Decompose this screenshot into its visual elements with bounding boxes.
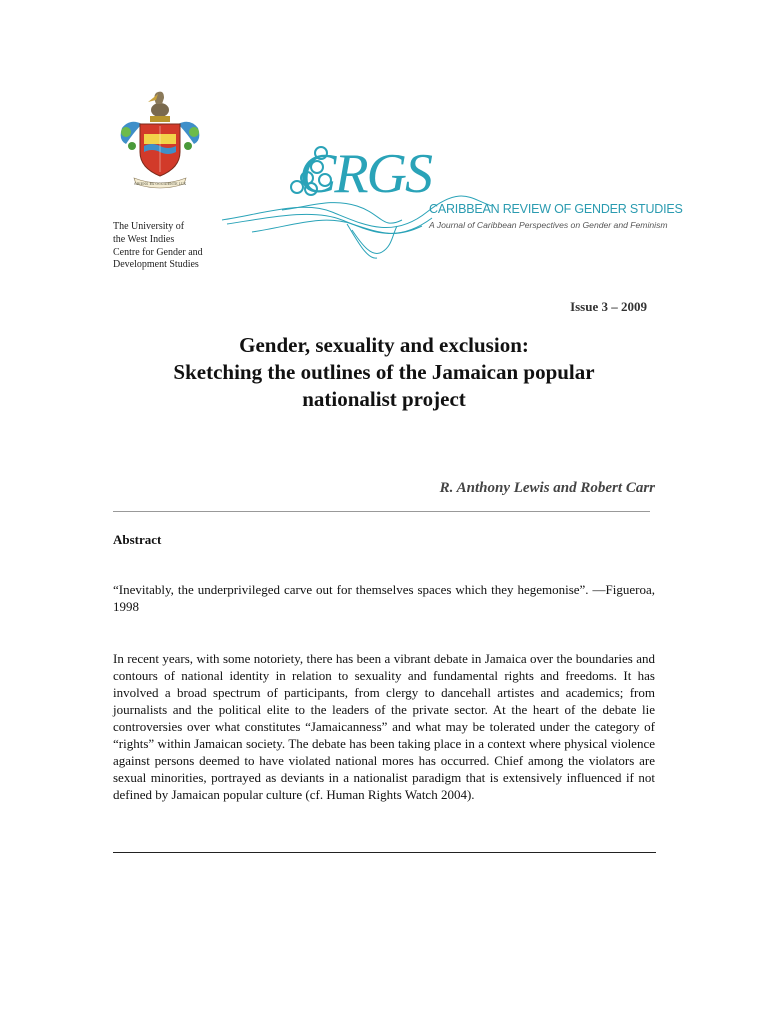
- institution-line: the West Indies: [113, 233, 175, 245]
- institution-line: Development Studies: [113, 259, 199, 271]
- journal-wordmark: CRGS: [299, 143, 431, 205]
- institution-line: Centre for Gender and: [113, 246, 203, 258]
- crest-motto: ORIENS EX OCCIDENTE LUX: [133, 182, 187, 186]
- journal-title: CARIBBEAN REVIEW OF GENDER STUDIES: [429, 202, 683, 216]
- institution-line: The University of: [113, 221, 185, 232]
- abstract-body: In recent years, with some notoriety, there has been a vibrant debate in Jamaica over the boundaries and contours of national identity in relation to sexuality and fundamental rights and freedoms. It has involved a broad spectrum of participants, from clergy to dancehall artistes and academics; from journalists and the political elite to the leaders of the private sector. At the heart of the debate lie controversies over what constitutes “Jamaicanness” and what may be tolerated under the category of “rights” within Jamaican society. The debate has been taking place in a context where physical violence against persons deemed to have violated national mores has occurred. Chief among the violators are sexual minorities, portrayed as deviants in a nationalist paradigm that is extensively influenced if not defined by Jamaican popular culture (cf. Human Rights Watch 2004).: [113, 651, 655, 802]
- title-line: Gender, sexuality and exclusion:: [239, 333, 529, 357]
- abstract-epigraph: “Inevitably, the underprivileged carve out for themselves spaces which they hegemonise”. —Figueroa, 1998: [113, 582, 655, 614]
- article-authors: R. Anthony Lewis and Robert Carr: [439, 480, 655, 496]
- article-title: [0, 332, 768, 413]
- university-crest-logo: [112, 88, 208, 192]
- title-line: nationalist project: [302, 387, 466, 411]
- title-line: Sketching the outlines of the Jamaican popular: [173, 360, 595, 384]
- divider: [113, 511, 650, 512]
- journal-tagline: A Journal of Caribbean Perspectives on Gender and Feminism: [429, 220, 668, 230]
- institution-name: [113, 221, 233, 272]
- issue-number: Issue 3 – 2009: [570, 299, 647, 314]
- divider: [113, 852, 656, 853]
- abstract-heading: Abstract: [113, 532, 162, 547]
